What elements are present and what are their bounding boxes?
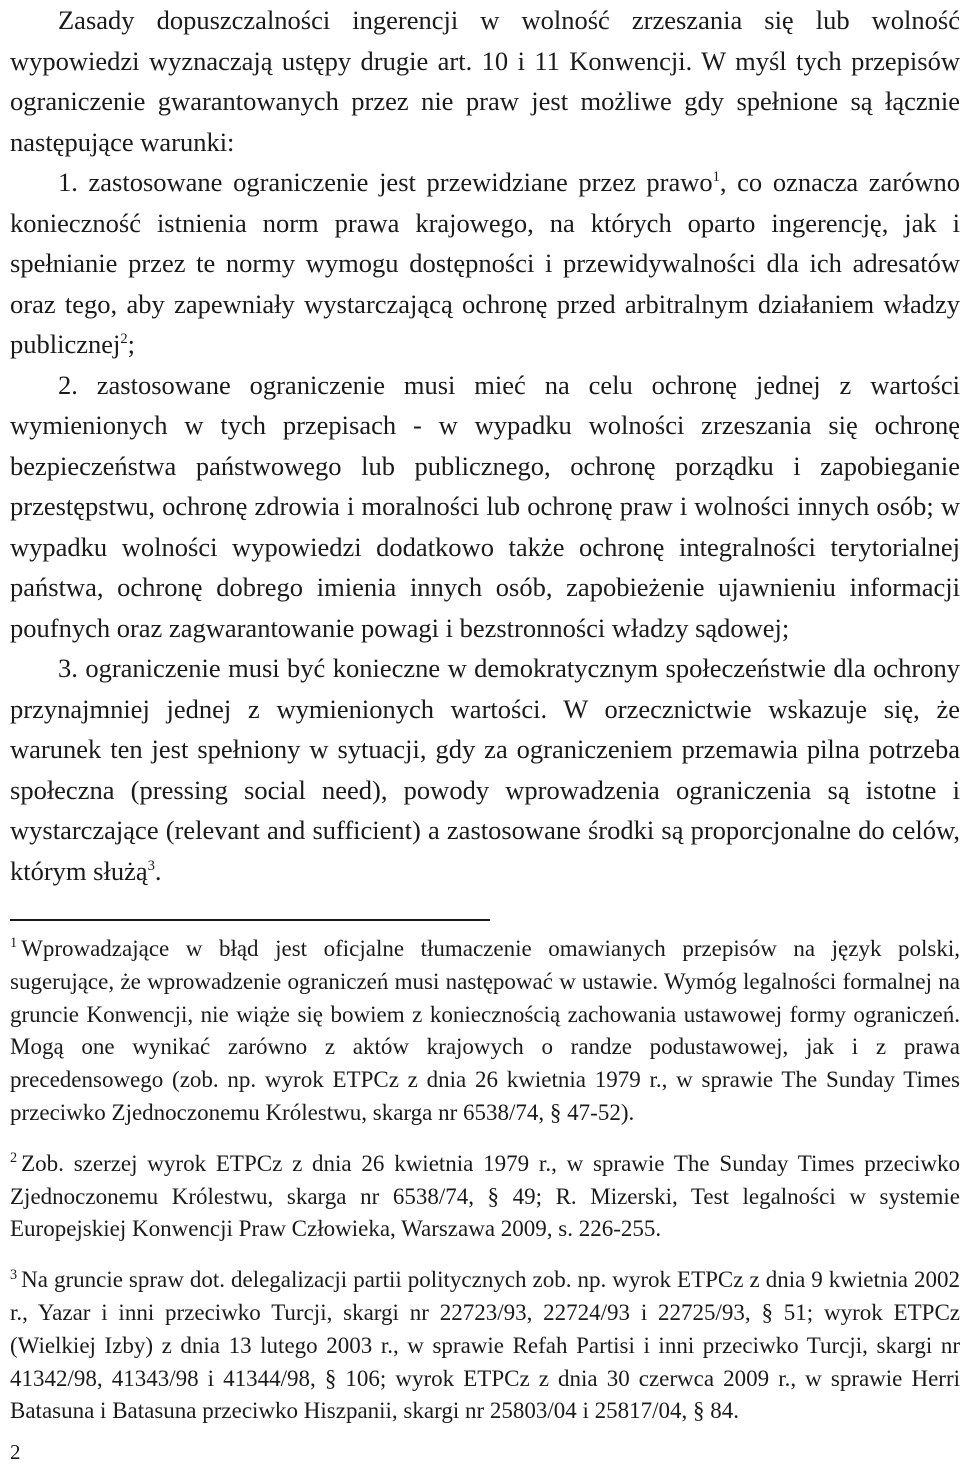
page-number: 2 <box>10 1440 21 1464</box>
condition-item-3 <box>10 648 960 891</box>
footnote-1 <box>10 933 960 1130</box>
document-page <box>10 0 960 1446</box>
footnote-3 <box>10 1264 960 1428</box>
footnote-text: Zob. szerzej wyrok ETPCz z dnia 26 kwietnia 1979 r., w sprawie The Sunday Times przeciwko Zjednoczonemu Królestwu, skarga nr 6538/74, § 49; R. Mizerski, Test legalności w systemie Europejskiej Konwencji Praw Człowieka, Warszawa 2009, s. 226-255. <box>10 1150 960 1242</box>
condition-number: 3. <box>58 653 78 683</box>
footnote-text: Wprowadzające w błąd jest oficjalne tłumaczenie omawianych przepisów na język polski, sugerujące, że wprowadzenie ograniczeń musi następować w ustawie. Wymóg legalności formalnej na gruncie Konwencji, nie wiąże się bowiem z koniecznością zachowania ustawowej formy ograniczeń. Mogą one wynikać zarówno z aktów krajowych o randze podustawowej, jak i z prawa precedensowego (zob. np. wyrok ETPCz z dnia 26 kwietnia 1979 r., w sprawie The Sunday Times przeciwko Zjednoczonemu Królestwu, skarga nr 6538/74, § 47-52). <box>10 936 960 1125</box>
footnote-ref-3[interactable]: 3 <box>147 857 155 874</box>
condition-item-2 <box>10 365 960 649</box>
footnote-2 <box>10 1148 960 1246</box>
condition-number: 1. <box>58 167 78 197</box>
condition-text-end: . <box>154 855 162 886</box>
footnote-mark: 1 <box>10 935 18 952</box>
footnote-ref-2[interactable]: 2 <box>120 331 128 348</box>
footnote-text: Na gruncie spraw dot. delegalizacji partii politycznych zob. np. wyrok ETPCz z dnia 9 kwietnia 2002 r., Yazar i inni przeciwko Turcji, skargi nr 22723/93, 22724/93 i 22725/93, § 51; wyrok ETPCz (Wielkiej Izby) z dnia 13 lutego 2003 r., w sprawie Refah Partisi i inni przeciwko Turcji, skargi nr 41342/98, 41343/98 i 41344/98, § 106; wyrok ETPCz z dnia 30 czerwca 2009 r., w sprawie Herri Batasuna i Batasuna przeciwko Hiszpanii, skargi nr 25803/04 i 25817/04, § 84. <box>10 1267 960 1424</box>
footnote-separator <box>10 919 490 921</box>
condition-item-1 <box>10 162 960 365</box>
condition-text: zastosowane ograniczenie musi mieć na celu ochronę jednej z wartości wymienionych w tych przepisach - w wypadku wolności zrzeszania się ochronę bezpieczeństwa państwowego lub publicznego, ochronę porządku i zapobieganie przestępstwu, ochronę zdrowia i moralności lub ochronę praw i wolności innych osób; w wypadku wolności wypowiedzi dodatkowo także ochronę integralności terytorialnej państwa, ochronę dobrego imienia innych osób, zapobieżenie ujawnieniu informacji poufnych oraz zagwarantowanie powagi i bezstronności władzy sądowej; <box>10 369 960 643</box>
intro-paragraph: Zasady dopuszczalności ingerencji w wolność zrzeszania się lub wolność wypowiedzi wyznaczają ustępy drugie art. 10 i 11 Konwencji. W myśl tych przepisów ograniczenie gwarantowanych przez nie praw jest możliwe gdy spełnione są łącznie następujące warunki: <box>10 5 960 157</box>
footnote-mark: 2 <box>10 1150 18 1167</box>
condition-text-end: ; <box>127 329 136 359</box>
footnotes-section <box>10 933 960 1428</box>
condition-text-continued: , co oznacza zarówno konieczność istnienia norm prawa krajowego, na których oparto ingerencję, jak i spełnianie przez te normy wymogu dostępności i przewidywalności dla ich adresatów oraz tego, aby zapewniały wystarczającą ochronę przed arbitralnym działaniem władzy publicznej <box>10 167 960 359</box>
footnote-ref-1[interactable]: 1 <box>712 169 720 186</box>
condition-number: 2. <box>58 369 78 400</box>
condition-text: ograniczenie musi być konieczne w demokratycznym społeczeństwie dla ochrony przynajmniej jednej z wymienionych wartości. W orzecznictwie wskazuje się, że warunek ten jest spełniony w sytuacji, gdy za ograniczeniem przemawia pilna potrzeba społeczna (pressing social need), powody wprowadzenia ograniczenia są istotne i wystarczające (relevant and sufficient) a zastosowane środki są proporcjonalne do celów, którym służą <box>10 653 960 886</box>
footnote-mark: 3 <box>10 1266 18 1283</box>
main-body-text <box>10 0 960 891</box>
condition-text: zastosowane ograniczenie jest przewidziane przez prawo <box>88 167 713 197</box>
